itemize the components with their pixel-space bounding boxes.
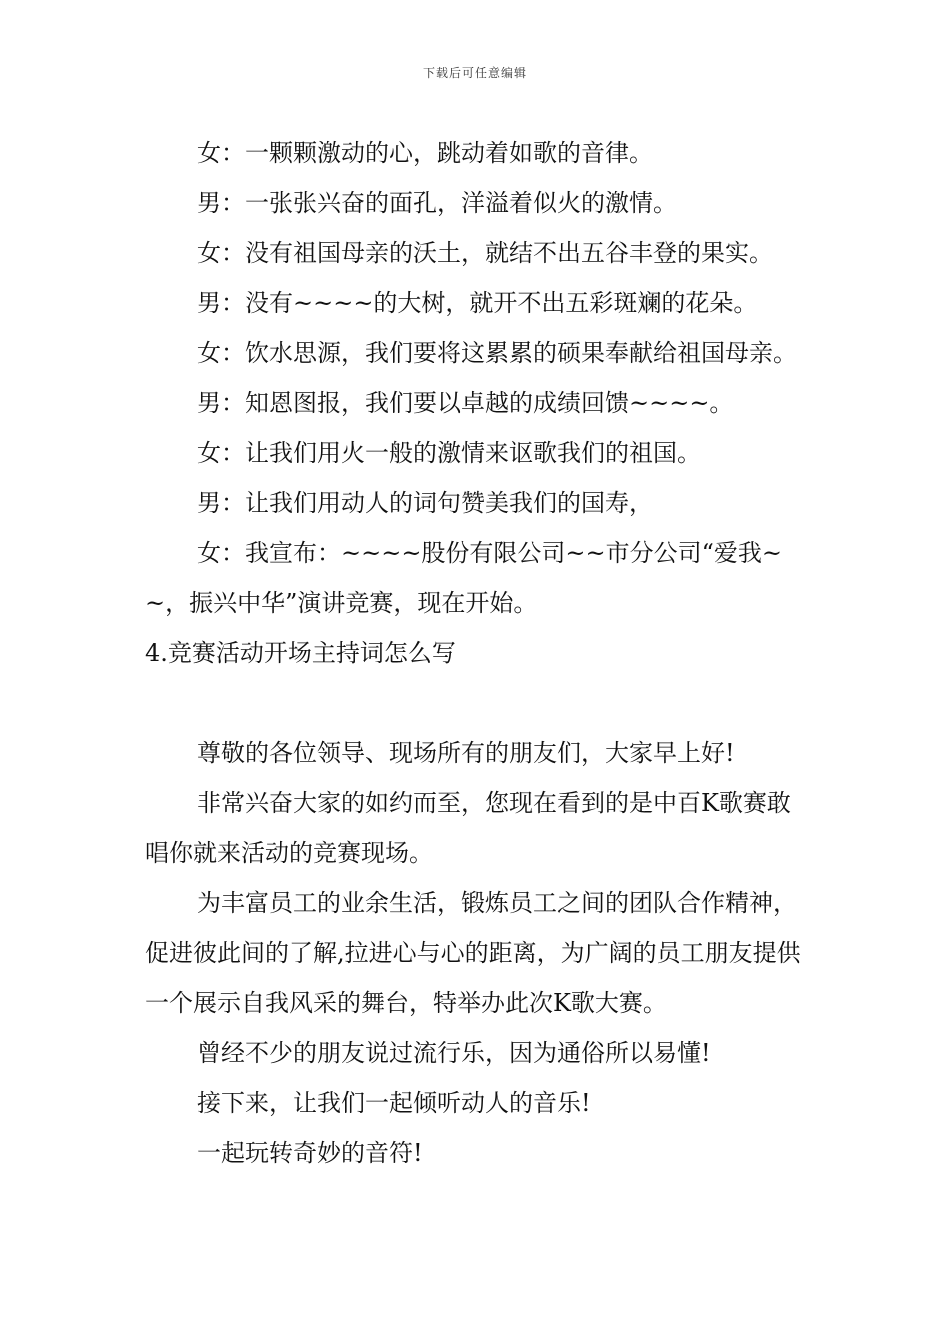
paragraph: 尊敬的各位领导、现场所有的朋友们，大家早上好! [197, 739, 735, 767]
paragraph: 男：让我们用动人的词句赞美我们的国寿， [197, 489, 653, 517]
paragraph: 为丰富员工的业余生活，锻炼员工之间的团队合作精神，促进彼此间的了解,拉进心与心的距离，为广阔的员工朋友提供一个展示自我风采的舞台，特举办此次K歌大赛。 [145, 889, 801, 1017]
paragraph: 女：没有祖国母亲的沃土，就结不出五谷丰登的果实。 [197, 239, 773, 267]
section-heading: 4.竞赛活动开场主持词怎么写 [145, 639, 456, 667]
paragraph: 男：没有~~~~的大树，就开不出五彩斑斓的花朵。 [197, 289, 758, 317]
paragraph: 女：一颗颗激动的心，跳动着如歌的音律。 [197, 139, 653, 167]
paragraph: 女：我宣布：~~~~股份有限公司~~市分公司“爱我~~，振兴中华”演讲竞赛，现在开始。 [145, 539, 783, 617]
paragraph: 一起玩转奇妙的音符! [197, 1139, 423, 1167]
paragraph: 男：知恩图报，我们要以卓越的成绩回馈~~~~。 [197, 389, 734, 417]
paragraph: 女：让我们用火一般的激情来讴歌我们的祖国。 [197, 439, 701, 467]
paragraph: 接下来，让我们一起倾听动人的音乐! [197, 1089, 591, 1117]
paragraph: 男：一张张兴奋的面孔，洋溢着似火的激情。 [197, 189, 677, 217]
document-body [145, 128, 810, 1178]
paragraph: 女：饮水思源，我们要将这累累的硕果奉献给祖国母亲。 [197, 339, 797, 367]
page-header: 下载后可任意编辑 [422, 66, 527, 80]
blank-line [145, 678, 810, 728]
paragraph: 曾经不少的朋友说过流行乐，因为通俗所以易懂! [197, 1039, 711, 1067]
paragraph: 非常兴奋大家的如约而至，您现在看到的是中百K歌赛敢唱你就来活动的竞赛现场。 [145, 789, 791, 867]
